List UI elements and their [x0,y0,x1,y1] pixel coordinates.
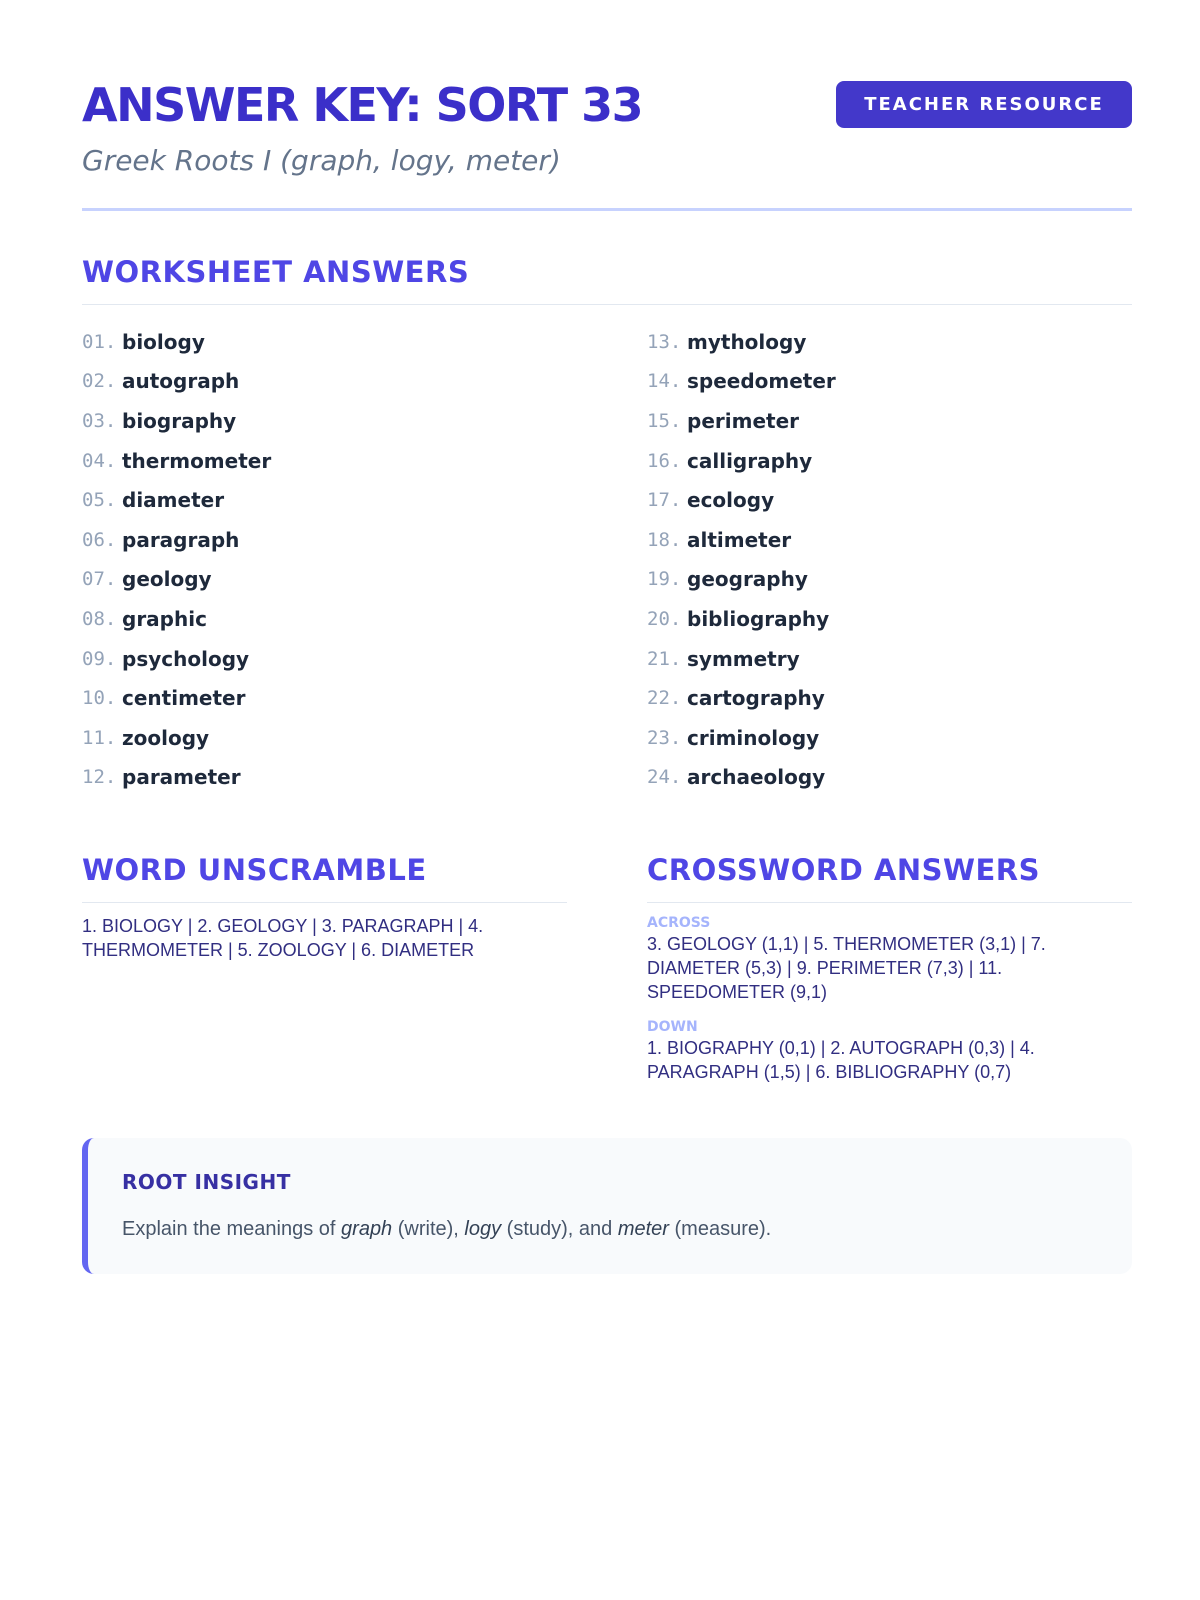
root-insight-title: ROOT INSIGHT [122,1170,291,1194]
answer-number: 23. [647,726,682,749]
page-subtitle: Greek Roots I (graph, logy, meter) [82,144,561,177]
across-text: 3. GEOLOGY (1,1) | 5. THERMOMETER (3,1) | 7. DIAMETER (5,3) | 9. PERIMETER (7,3) | 11. SPEEDOMETER (9,1) [647,934,1046,1002]
answer-item [647,520,1167,560]
answer-word: geography [687,567,808,592]
answer-word: zoology [122,725,210,750]
across-block [647,914,1117,1004]
answer-word: ecology [687,488,775,513]
answer-word: diameter [122,488,225,513]
gloss-logy: (study), and [501,1218,618,1240]
answer-word: autograph [122,369,240,394]
unscramble-text: 1. BIOLOGY | 2. GEOLOGY | 3. PARAGRAPH | 4. THERMOMETER | 5. ZOOLOGY | 6. DIAMETER [82,916,484,960]
worksheet-answers-title: WORKSHEET ANSWERS [82,255,470,289]
answer-item [82,322,602,362]
answer-item [647,401,1167,441]
answer-number: 16. [647,449,682,472]
answer-number: 12. [82,766,117,789]
crossword-answers [647,914,1117,1098]
answer-item [647,678,1167,718]
answer-number: 18. [647,528,682,551]
answer-word: criminology [687,725,820,750]
answer-item [647,718,1167,758]
insight-prefix: Explain the meanings of [122,1218,342,1240]
answer-number: 01. [82,330,117,353]
answer-word: bibliography [687,606,830,631]
answer-word: paragraph [122,527,240,552]
answer-number: 02. [82,370,117,393]
answer-word: perimeter [687,408,799,433]
answer-number: 19. [647,568,682,591]
crossword-section-header [647,848,1132,903]
answer-item [82,362,602,402]
answer-item [82,560,602,600]
answer-number: 11. [82,726,117,749]
answers-column-right [647,322,1167,797]
answer-word: biography [122,408,237,433]
root-insight-callout [82,1138,1132,1274]
answer-number: 20. [647,607,682,630]
answer-number: 13. [647,330,682,353]
gloss-graph: (write), [392,1218,465,1240]
answers-column-left [82,322,602,797]
answer-item [82,599,602,639]
answer-item [647,441,1167,481]
answer-item [647,560,1167,600]
unscramble-section-header [82,848,567,903]
answer-item [647,322,1167,362]
answer-item [82,718,602,758]
answer-word: graphic [122,606,207,631]
answer-item [647,639,1167,679]
answer-number: 17. [647,489,682,512]
answer-word: parameter [122,765,241,790]
answer-number: 04. [82,449,117,472]
root-logy: logy [464,1218,502,1240]
answer-item [82,401,602,441]
answer-number: 07. [82,568,117,591]
answer-number: 10. [82,687,117,710]
down-block [647,1018,1117,1084]
crossword-answers-title: CROSSWORD ANSWERS [647,853,1040,887]
answer-item [82,520,602,560]
header [82,0,1132,211]
answer-key-page [82,0,1132,1240]
answer-number: 22. [647,687,682,710]
answer-item [647,758,1167,798]
answer-number: 09. [82,647,117,670]
across-label: ACROSS [647,915,711,931]
answer-item [82,441,602,481]
answer-item [647,480,1167,520]
root-meter: meter [617,1218,669,1240]
answer-item [647,599,1167,639]
page-title: ANSWER KEY: SORT 33 [82,78,643,132]
down-label: DOWN [647,1019,698,1035]
answer-word: geology [122,567,212,592]
answer-number: 08. [82,607,117,630]
answer-number: 14. [647,370,682,393]
answer-item [82,758,602,798]
answer-word: calligraphy [687,448,813,473]
answer-number: 24. [647,766,682,789]
answer-item [82,480,602,520]
answer-item [647,362,1167,402]
answer-number: 05. [82,489,117,512]
answer-word: cartography [687,686,825,711]
word-unscramble-title: WORD UNSCRAMBLE [82,853,427,887]
answer-word: archaeology [687,765,826,790]
root-insight-text [122,1218,771,1241]
answer-item [82,639,602,679]
answer-item [82,678,602,718]
down-text: 1. BIOGRAPHY (0,1) | 2. AUTOGRAPH (0,3) | 4. PARAGRAPH (1,5) | 6. BIBLIOGRAPHY (0,7) [647,1038,1035,1082]
answer-number: 21. [647,647,682,670]
worksheet-section-header [82,250,1132,305]
gloss-meter: (measure). [668,1218,772,1240]
answer-word: centimeter [122,686,246,711]
answer-word: psychology [122,646,250,671]
root-graph: graph [341,1218,393,1240]
answer-word: biology [122,329,205,354]
answer-word: mythology [687,329,807,354]
answer-number: 03. [82,409,117,432]
answer-word: speedometer [687,369,836,394]
teacher-resource-badge: TEACHER RESOURCE [836,81,1132,128]
answer-word: altimeter [687,527,792,552]
answer-number: 15. [647,409,682,432]
answer-word: symmetry [687,646,800,671]
unscramble-answers [82,914,552,962]
answer-word: thermometer [122,448,272,473]
answer-number: 06. [82,528,117,551]
